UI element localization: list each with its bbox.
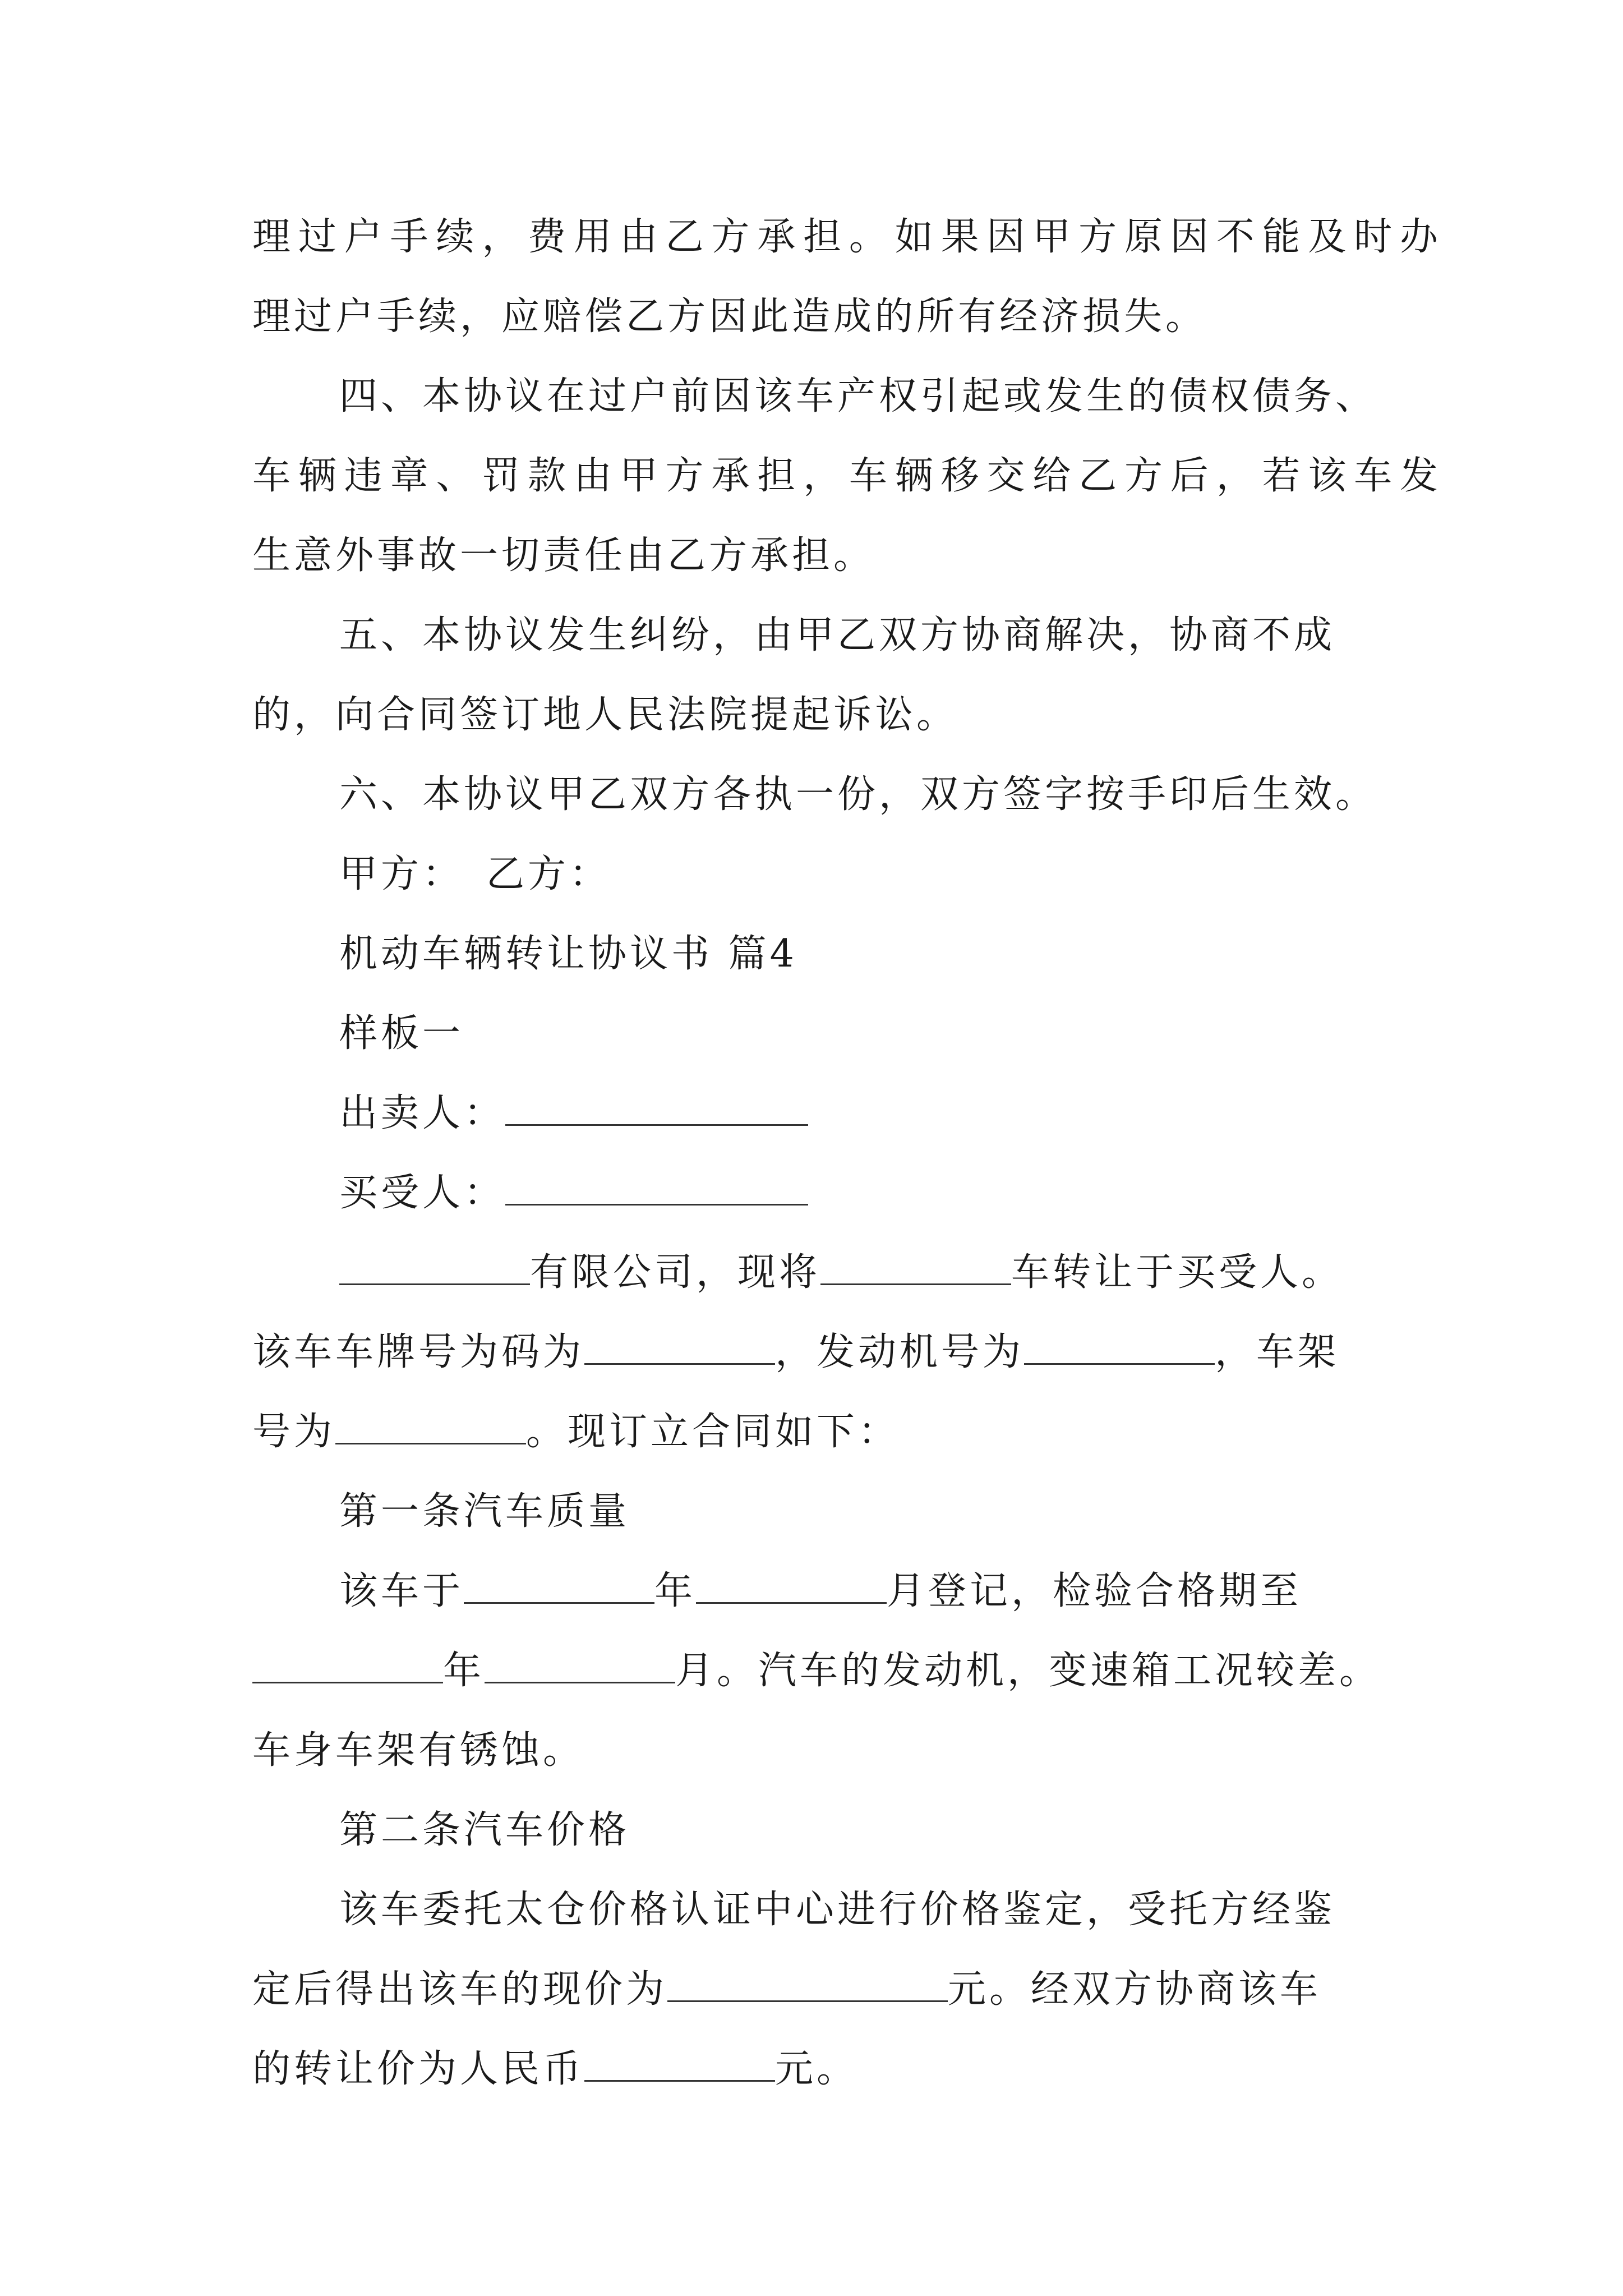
reg-year-blank — [464, 1567, 654, 1604]
transfer-price-blank — [584, 2045, 775, 2082]
paragraph-line: 生意外事故一切责任由乙方承担。 — [252, 533, 875, 578]
template-label: 样板一 — [339, 1011, 464, 1056]
seller-field — [339, 1088, 1528, 1139]
seller-label: 出卖人： — [339, 1091, 506, 1135]
buyer-label: 买受人： — [339, 1171, 506, 1215]
vehicle-suffix: 车转让于买受人。 — [1011, 1250, 1344, 1295]
article1-title: 第一条汽车质量 — [339, 1489, 630, 1534]
frame-prefix: ，车架 — [1215, 1330, 1340, 1374]
article2-line-1: 该车委托太仓价格认证中心进行价格鉴定，受托方经鉴 — [339, 1888, 1336, 1932]
paragraph-line: 理过户手续，应赔偿乙方因此造成的所有经济损失。 — [252, 295, 1207, 339]
transfer-line-1 — [339, 1248, 1528, 1298]
article1-prefix: 该车于 — [339, 1569, 464, 1613]
price-prefix: 定后得出该车的现价为 — [252, 1967, 668, 2012]
reg-month-blank — [696, 1567, 887, 1604]
price-suffix: 元。经双方协商该车 — [948, 1967, 1322, 2012]
article1-line-2 — [252, 1646, 1441, 1696]
paragraph-line: 的，向合同签订地人民法院提起诉讼。 — [252, 693, 958, 737]
transfer-price-suffix: 元。 — [775, 2047, 859, 2091]
valid-year-blank — [252, 1647, 443, 1683]
plate-prefix: 该车车牌号为码为 — [252, 1330, 585, 1374]
buyer-field — [339, 1168, 1528, 1218]
article1-line-3: 车身车架有锈蚀。 — [252, 1728, 585, 1773]
paragraph-line: 六、本协议甲乙双方各执一份，双方签字按手印后生效。 — [339, 772, 1377, 817]
transfer-line-2 — [252, 1327, 1441, 1378]
paragraph-line: 理过户手续，费用由乙方承担。如果因甲方原因不能及时办 — [252, 215, 1441, 259]
article2-title: 第二条汽车价格 — [339, 1808, 630, 1852]
article1-line-1 — [339, 1566, 1528, 1617]
reg-year-label: 年 — [654, 1569, 697, 1613]
seller-blank — [505, 1089, 808, 1126]
engine-prefix: ，发动机号为 — [775, 1330, 1025, 1374]
transfer-line-3 — [252, 1407, 1441, 1457]
frame-blank — [335, 1408, 526, 1444]
price-blank — [667, 1966, 948, 2002]
section-title: 机动车辆转让协议书 篇4 — [339, 932, 797, 976]
buyer-blank — [505, 1169, 808, 1205]
valid-month-label: 月。汽车的发动机，变速箱工况较差。 — [675, 1649, 1381, 1693]
company-suffix: 有限公司，现将 — [530, 1250, 821, 1295]
signature-parties: 甲方： 乙方： — [339, 852, 611, 896]
paragraph-line: 五、本协议发生纠纷，由甲乙双方协商解决，协商不成 — [339, 613, 1336, 657]
plate-blank — [584, 1328, 775, 1365]
contract-suffix: 。现订立合同如下： — [526, 1410, 900, 1454]
vehicle-blank — [820, 1249, 1011, 1285]
valid-month-blank — [485, 1647, 675, 1683]
paragraph-line: 四、本协议在过户前因该车产权引起或发生的债权债务、 — [339, 374, 1377, 418]
article2-line-2 — [252, 1964, 1441, 2015]
company-blank — [339, 1249, 530, 1285]
frame-prefix-2: 号为 — [252, 1410, 336, 1454]
valid-year-label: 年 — [443, 1649, 485, 1693]
paragraph-line: 车辆违章、罚款由甲方承担，车辆移交给乙方后，若该车发 — [252, 454, 1441, 498]
reg-month-label: 月登记，检验合格期至 — [887, 1569, 1302, 1613]
transfer-price-prefix: 的转让价为人民币 — [252, 2047, 585, 2091]
article2-line-3 — [252, 2044, 1441, 2095]
engine-blank — [1024, 1328, 1215, 1365]
